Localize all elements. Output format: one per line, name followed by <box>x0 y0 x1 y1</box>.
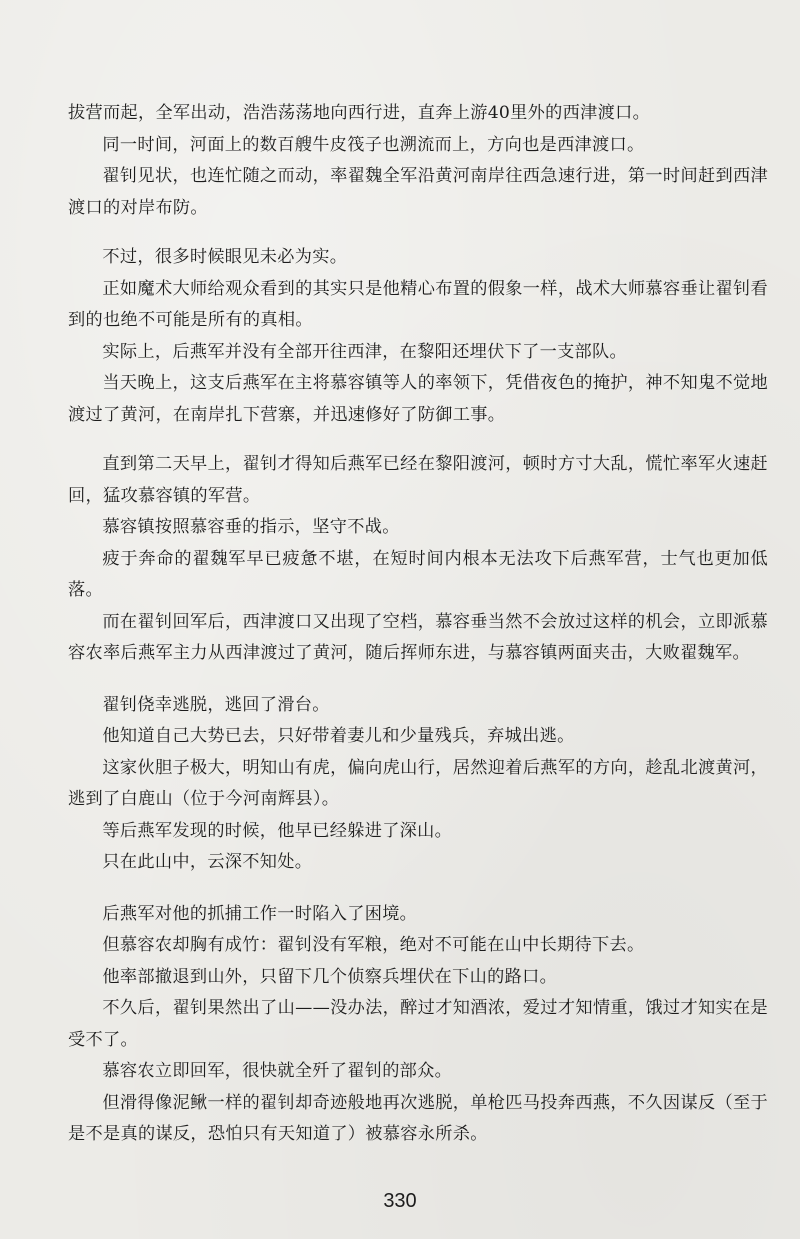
paragraph: 翟钊见状，也连忙随之而动，率翟魏全军沿黄河南岸往西急速行进，第一时间赶到西津渡口的对岸布防。 <box>68 166 768 218</box>
paragraph: 而在翟钊回军后，西津渡口又出现了空档，慕容垂当然不会放过这样的机会，立即派慕容农率后燕军主力从西津渡过了黄河，随后挥师东进，与慕容镇两面夹击，大败翟魏军。 <box>68 611 768 663</box>
paragraph: 实际上，后燕军并没有全部开往西津，在黎阳还埋伏下了一支部队。 <box>102 341 628 362</box>
paragraph: 同一时间，河面上的数百艘牛皮筏子也溯流而上，方向也是西津渡口。 <box>102 134 645 155</box>
section-gap <box>68 670 768 690</box>
paragraph: 正如魔术大师给观众看到的其实只是他精心布置的假象一样，战术大师慕容垂让翟钊看到的也绝不可能是所有的真相。 <box>68 278 768 330</box>
paragraph: 这家伙胆子极大，明知山有虎，偏向虎山行，居然迎着后燕军的方向，趁乱北渡黄河，逃到了白鹿山（位于今河南辉县）。 <box>68 757 768 809</box>
paragraph: 直到第二天早上，翟钊才得知后燕军已经在黎阳渡河，顿时方寸大乱，慌忙率军火速赶回，猛攻慕容镇的军营。 <box>68 454 768 506</box>
paragraph: 拔营而起，全军出动，浩浩荡荡地向西行进，直奔上游40里外的西津渡口。 <box>68 103 651 123</box>
paragraph: 他率部撤退到山外，只留下几个侦察兵埋伏在下山的路口。 <box>102 966 558 987</box>
paragraph: 不久后，翟钊果然出了山——没办法，醉过才知酒浓，爱过才知情重，饿过才知实在是受不了。 <box>68 998 768 1050</box>
paragraph: 等后燕军发现的时候，他早已经躲进了深山。 <box>102 820 453 841</box>
section-gap <box>68 224 768 242</box>
paragraph: 慕容农立即回军，很快就全歼了翟钊的部众。 <box>102 1061 453 1081</box>
paragraph: 疲于奔命的翟魏军早已疲惫不堪，在短时间内根本无法攻下后燕军营，士气也更加低落。 <box>68 548 768 600</box>
paragraph: 但滑得像泥鳅一样的翟钊却奇迹般地再次逃脱，单枪匹马投奔西燕，不久因谋反（至于是不是真的谋反，恐怕只有天知道了）被慕容永所杀。 <box>68 1092 768 1144</box>
paragraph: 不过，很多时候眼见未必为实。 <box>102 247 348 267</box>
body-text <box>68 98 768 1151</box>
section-gap <box>68 879 768 899</box>
page-number: 330 <box>383 1190 417 1212</box>
paragraph: 当天晚上，这支后燕军在主将慕容镇等人的率领下，凭借夜色的掩护，神不知鬼不觉地渡过了黄河，在南岸扎下营寨，并迅速修好了防御工事。 <box>68 373 768 425</box>
paragraph: 只在此山中，云深不知处。 <box>102 852 313 872</box>
paragraph: 但慕容农却胸有成竹：翟钊没有军粮，绝对不可能在山中长期待下去。 <box>102 935 645 955</box>
paragraph: 他知道自己大势已去，只好带着妻儿和少量残兵，弃城出逃。 <box>102 726 575 746</box>
paragraph: 后燕军对他的抓捕工作一时陷入了困境。 <box>102 903 418 924</box>
section-gap <box>68 431 768 449</box>
paragraph: 翟钊侥幸逃脱，逃回了滑台。 <box>102 694 330 715</box>
paragraph: 慕容镇按照慕容垂的指示，坚守不战。 <box>102 517 400 537</box>
